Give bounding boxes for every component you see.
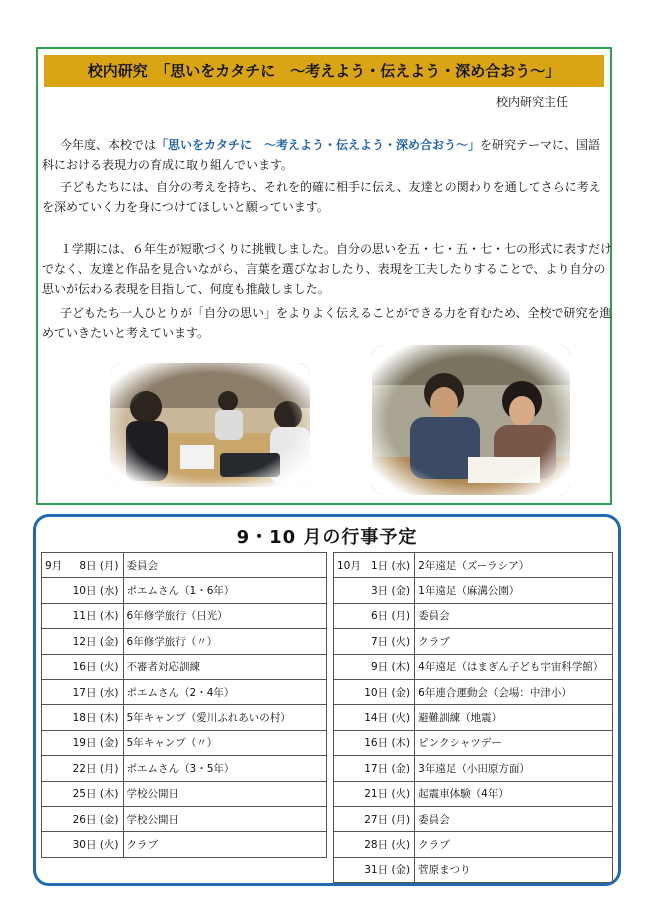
schedule-date-cell	[42, 806, 124, 831]
schedule-event: 起震車体験（4年）	[415, 781, 613, 806]
schedule-row	[42, 832, 327, 857]
classroom-photo-right	[372, 345, 570, 495]
schedule-event: 学校公開日	[123, 781, 326, 806]
schedule-event: ピンクシャツデー	[415, 730, 613, 755]
research-author: 校内研究主任	[495, 95, 568, 109]
schedule-row	[334, 781, 613, 806]
schedule-date: 8日 (月)	[79, 559, 119, 572]
schedule-row	[334, 806, 613, 831]
para1-prefix: 今年度、本校では	[60, 138, 157, 152]
schedule-date: 27日 (月)	[364, 813, 411, 826]
schedule-date-cell	[334, 857, 415, 882]
schedule-event: 6年修学旅行（〃）	[123, 629, 326, 654]
schedule-event: 6年修学旅行（日光）	[123, 603, 326, 628]
schedule-date-cell	[334, 781, 415, 806]
schedule-row	[334, 832, 613, 857]
schedule-row	[42, 756, 327, 781]
schedule-row	[334, 857, 613, 882]
schedule-event: 4年遠足（はまぎん子ども宇宙科学館）	[415, 654, 613, 679]
schedule-event: ポエムさん（2・4年）	[123, 679, 326, 704]
schedule-event: ポエムさん（3・5年）	[123, 756, 326, 781]
schedule-event: クラブ	[123, 832, 326, 857]
schedule-date: 22日 (月)	[72, 762, 119, 775]
schedule-date-cell	[42, 578, 124, 603]
research-paragraph-2: 子どもたちには、自分の考えを持ち、それを的確に相手に伝え、友達との関わりを通してさらに考えを深めていく力を身につけてほしいと願っています。	[42, 180, 601, 214]
schedule-date-cell	[42, 679, 124, 704]
schedule-event: 1年遠足（麻溝公園）	[415, 578, 613, 603]
schedule-row	[334, 629, 613, 654]
schedule-event: クラブ	[415, 832, 613, 857]
schedule-date-cell	[42, 553, 124, 578]
schedule-date: 3日 (金)	[370, 585, 411, 598]
schedule-date-cell	[334, 705, 415, 730]
schedule-date: 14日 (火)	[364, 712, 411, 725]
schedule-date-cell	[334, 730, 415, 755]
schedule-row	[42, 679, 327, 704]
schedule-date-cell	[42, 629, 124, 654]
schedule-row	[334, 679, 613, 704]
schedule-event: 3年遠足（小田原方面）	[415, 756, 613, 781]
schedule-row	[334, 756, 613, 781]
schedule-date-cell	[42, 730, 124, 755]
para1-suffix: を研究テーマに、国語科における表現力の育成に取り組んでいます。	[42, 138, 601, 172]
research-theme-highlight: 「思いをカタチに ～考えよう・伝えよう・深め合おう～」	[156, 138, 481, 152]
schedule-event: 不審者対応訓練	[123, 654, 326, 679]
schedule-date-cell	[42, 705, 124, 730]
schedule-event: 5年キャンプ（愛川ふれあいの村）	[123, 705, 326, 730]
schedule-date: 10日 (金)	[364, 686, 411, 699]
schedule-event: クラブ	[415, 629, 613, 654]
schedule-date-cell	[334, 679, 415, 704]
schedule-row	[42, 578, 327, 603]
schedule-date: 12日 (金)	[72, 635, 119, 648]
schedule-date: 30日 (火)	[72, 838, 119, 851]
schedule-date: 16日 (木)	[364, 737, 411, 750]
schedule-date: 21日 (火)	[364, 788, 411, 801]
schedule-date-cell	[334, 654, 415, 679]
schedule-month: 9月	[45, 559, 63, 572]
schedule-date-cell	[42, 603, 124, 628]
schedule-date: 18日 (木)	[72, 712, 119, 725]
schedule-date: 9日 (木)	[370, 661, 411, 674]
schedule-row	[42, 781, 327, 806]
schedule-date: 10日 (水)	[72, 585, 119, 598]
schedule-date-cell	[334, 806, 415, 831]
schedule-date: 31日 (金)	[364, 864, 411, 877]
schedule-row	[42, 553, 327, 578]
schedule-date: 25日 (木)	[72, 788, 119, 801]
schedule-date-cell	[42, 756, 124, 781]
schedule-event: 委員会	[415, 603, 613, 628]
schedule-date: 11日 (木)	[72, 610, 119, 623]
schedule-event: 避難訓練（地震）	[415, 705, 613, 730]
schedule-date: 17日 (水)	[72, 686, 119, 699]
schedule-event: ポエムさん（1・6年）	[123, 578, 326, 603]
research-paragraph-3: １学期には、６年生が短歌づくりに挑戦しました。自分の思いを五・七・五・七・七の形式に表すだけでなく、友達と作品を見合いながら、言葉を選びなおしたり、表現を工夫したりすることで、より自分の思いが伝わる表現を目指して、何度も推敲しました。	[42, 242, 613, 296]
schedule-row	[42, 705, 327, 730]
schedule-row	[42, 730, 327, 755]
schedule-event: 委員会	[123, 553, 326, 578]
schedule-date-cell	[334, 629, 415, 654]
schedule-date: 6日 (月)	[370, 610, 411, 623]
september-events-table	[41, 552, 327, 858]
schedule-month: 10月	[337, 559, 361, 572]
schedule-title: 9・10 月の行事予定	[236, 527, 418, 548]
schedule-date-cell	[334, 756, 415, 781]
schedule-event: 菅原まつり	[415, 857, 613, 882]
schedule-row	[42, 629, 327, 654]
october-events-table	[333, 552, 613, 883]
schedule-row	[334, 730, 613, 755]
event-schedule-section	[33, 514, 621, 886]
schedule-event: 2年遠足（ズーラシア）	[415, 553, 613, 578]
schedule-row	[334, 654, 613, 679]
schedule-row	[42, 603, 327, 628]
schedule-event: 委員会	[415, 806, 613, 831]
research-title: 校内研究 「思いをカタチに ～考えよう・伝えよう・深め合おう～」	[44, 55, 604, 87]
schedule-row	[42, 806, 327, 831]
schedule-date-cell	[334, 578, 415, 603]
schedule-event: 学校公開日	[123, 806, 326, 831]
research-paragraph-1	[42, 135, 612, 175]
schedule-date: 19日 (金)	[72, 737, 119, 750]
schedule-date-cell	[334, 603, 415, 628]
schedule-date: 16日 (火)	[72, 661, 119, 674]
schedule-event: 6年連合運動会（会場：中津小）	[415, 679, 613, 704]
schedule-row	[334, 705, 613, 730]
schedule-row	[334, 603, 613, 628]
classroom-photo-left	[110, 363, 310, 487]
research-paragraph-4: 子どもたち一人ひとりが「自分の思い」をよりよく伝えることができる力を育むため、全校で研究を進めていきたいと考えています。	[42, 306, 612, 340]
schedule-date-cell	[334, 832, 415, 857]
schedule-event: 5年キャンプ（〃）	[123, 730, 326, 755]
schedule-date-cell	[42, 781, 124, 806]
schedule-row	[42, 654, 327, 679]
schedule-date: 1日 (水)	[370, 559, 411, 572]
schedule-date: 17日 (金)	[364, 762, 411, 775]
schedule-date: 7日 (火)	[370, 635, 411, 648]
schedule-date-cell	[42, 654, 124, 679]
schedule-date-cell	[42, 832, 124, 857]
schedule-date: 26日 (金)	[72, 813, 119, 826]
schedule-row	[334, 578, 613, 603]
schedule-date: 28日 (火)	[364, 838, 411, 851]
schedule-date-cell	[334, 553, 415, 578]
research-section	[36, 47, 612, 505]
schedule-row	[334, 553, 613, 578]
